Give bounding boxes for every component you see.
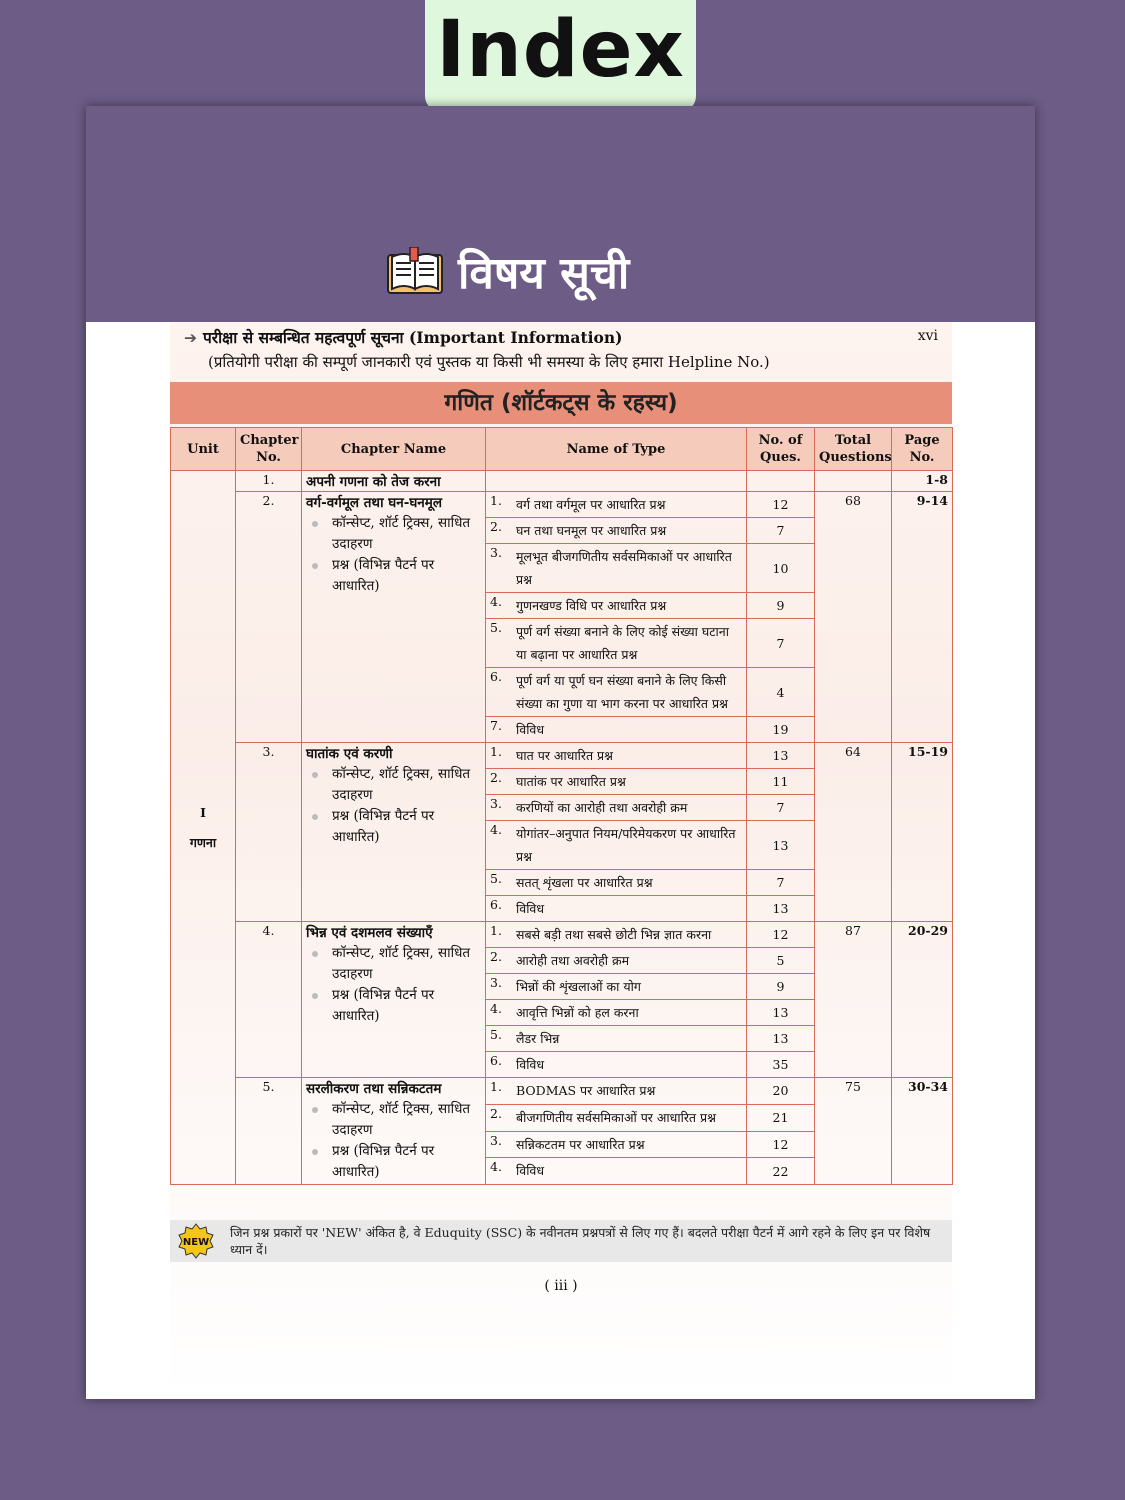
unit-number: I [200, 804, 206, 820]
ques-count: 22 [747, 1158, 815, 1185]
type-number: 5. [490, 871, 502, 886]
ques-count: 20 [747, 1078, 815, 1105]
type-number: 6. [490, 669, 502, 684]
type-number: 3. [490, 1132, 502, 1148]
section-title: गणित (शॉर्टकट्स के रहस्य) [170, 382, 952, 424]
chapter-no: 3. [236, 743, 302, 922]
page-number: ( iii ) [544, 1278, 578, 1294]
type-name: पूर्ण वर्ग या पूर्ण घन संख्या बनाने के लिए किसी संख्या का गुणा या भाग करना पर आधारित प्रश्न [516, 673, 728, 711]
header-chapter-name: Chapter Name [302, 428, 486, 471]
type-cell [486, 769, 747, 795]
chapter-no: 4. [236, 922, 302, 1078]
arrow-right-icon: ➔ [184, 329, 197, 347]
type-cell [486, 1026, 747, 1052]
ques-count: 7 [747, 795, 815, 821]
contents-title-text: विषय सूची [458, 248, 630, 299]
type-name: सतत् शृंखला पर आधारित प्रश्न [516, 875, 653, 890]
type-name: आरोही तथा अवरोही क्रम [516, 953, 630, 968]
type-name: बीजगणितीय सर्वसमिकाओं पर आधारित प्रश्न [516, 1109, 716, 1125]
type-cell [486, 593, 747, 619]
chapter-name-cell [302, 492, 486, 743]
ques-count: 13 [747, 1000, 815, 1026]
chapter-subitem: कॉन्सेप्ट, शॉर्ट ट्रिक्स, साधित उदाहरण [332, 943, 481, 985]
chapter-subitems [306, 513, 481, 597]
type-cell [486, 821, 747, 870]
type-name: लैडर भिन्न [516, 1031, 560, 1046]
chapter-subitem: प्रश्न (विभिन्न पैटर्न पर आधारित) [332, 985, 481, 1027]
header-ques-line1: No. of [758, 433, 803, 448]
type-number: 6. [490, 897, 502, 912]
type-name: BODMAS पर आधारित प्रश्न [516, 1083, 656, 1098]
type-number: 3. [490, 545, 502, 560]
new-note-text: जिन प्रश्न प्रकारों पर 'NEW' अंकित है, वे Eduquity (SSC) के नवीनतम प्रश्नपत्रों से लिए गए हैं। बदलते परीक्षा पैटर्न में आगे रहने के लिए इन पर विशेष ध्यान दें। [230, 1225, 931, 1257]
type-cell [486, 471, 747, 492]
type-cell [486, 948, 747, 974]
total-questions: 87 [815, 922, 892, 1078]
type-cell [486, 1052, 747, 1078]
table-row [171, 471, 953, 492]
type-number: 1. [490, 744, 502, 759]
total-questions [815, 471, 892, 492]
important-info-line [184, 326, 622, 348]
page-header-band [86, 106, 1035, 322]
page-range: 30-34 [892, 1078, 953, 1185]
chapter-subitems [306, 943, 481, 1027]
type-name: भिन्नों की शृंखलाओं का योग [516, 979, 641, 994]
page-range: 1-8 [892, 471, 953, 492]
type-number: 2. [490, 770, 502, 785]
type-number: 3. [490, 796, 502, 811]
new-note [170, 1220, 952, 1262]
header-chapter-no [236, 428, 302, 471]
chapter-subitem: प्रश्न (विभिन्न पैटर्न पर आधारित) [332, 806, 481, 848]
type-cell [486, 1104, 747, 1131]
chapter-no: 1. [236, 471, 302, 492]
chapter-name: घातांक एवं करणी [306, 746, 393, 762]
header-total-line2: Questions [819, 450, 892, 465]
header-ques-line2: Ques. [760, 450, 801, 465]
type-name: पूर्ण वर्ग संख्या बनाने के लिए कोई संख्या घटाना या बढ़ाना पर आधारित प्रश्न [516, 624, 729, 662]
table-row [171, 1078, 953, 1105]
important-info-title: परीक्षा से सम्बन्धित महत्वपूर्ण सूचना (Important Information) [203, 328, 623, 347]
type-name: विविध [516, 901, 545, 916]
table-row [171, 743, 953, 769]
header-total [815, 428, 892, 471]
ques-count: 11 [747, 769, 815, 795]
type-cell [486, 1000, 747, 1026]
type-number: 1. [490, 493, 502, 508]
type-name: सबसे बड़ी तथा सबसे छोटी भिन्न ज्ञात करना [516, 927, 712, 942]
type-cell [486, 896, 747, 922]
contents-sheet [170, 322, 952, 1399]
type-name: वर्ग तथा वर्गमूल पर आधारित प्रश्न [516, 497, 666, 512]
ques-count: 7 [747, 518, 815, 544]
unit-cell [171, 471, 236, 1185]
type-number: 2. [490, 519, 502, 534]
type-number: 1. [490, 923, 502, 938]
chapter-subitem: कॉन्सेप्ट, शॉर्ट ट्रिक्स, साधित उदाहरण [332, 513, 481, 555]
type-name: विविध [516, 1057, 545, 1072]
type-number: 4. [490, 1159, 502, 1175]
ques-count: 12 [747, 1131, 815, 1158]
chapter-name: भिन्न एवं दशमलव संख्याएँ [306, 925, 433, 941]
total-questions: 64 [815, 743, 892, 922]
chapter-subitems [306, 764, 481, 848]
header-chapter-no-line1: Chapter [240, 433, 299, 448]
table-row [171, 492, 953, 518]
chapter-name-cell [302, 1078, 486, 1185]
type-cell [486, 922, 747, 948]
unit-name: गणना [189, 834, 217, 850]
type-cell [486, 492, 747, 518]
open-book-icon [386, 247, 444, 295]
type-name: गुणनखण्ड विधि पर आधारित प्रश्न [516, 598, 667, 613]
header-unit: Unit [171, 428, 236, 471]
type-cell [486, 1078, 747, 1105]
chapter-subitems [306, 1099, 481, 1183]
important-info-page: xvi [917, 328, 938, 344]
new-badge-text: NEW [182, 1237, 210, 1248]
type-name: योगांतर–अनुपात नियम/परिमेयकरण पर आधारित प्रश्न [516, 826, 736, 864]
ques-count: 21 [747, 1104, 815, 1131]
type-number: 6. [490, 1053, 502, 1068]
header-type: Name of Type [486, 428, 747, 471]
ques-count: 7 [747, 870, 815, 896]
ques-count: 9 [747, 593, 815, 619]
chapter-subitem: कॉन्सेप्ट, शॉर्ट ट्रिक्स, साधित उदाहरण [332, 1099, 481, 1141]
chapter-name: सरलीकरण तथा सन्निकटतम [306, 1081, 442, 1097]
type-number: 5. [490, 620, 502, 635]
header-page-line1: Page [904, 433, 940, 448]
chapter-subitem: प्रश्न (विभिन्न पैटर्न पर आधारित) [332, 555, 481, 597]
type-number: 4. [490, 822, 502, 837]
chapter-subitem: प्रश्न (विभिन्न पैटर्न पर आधारित) [332, 1141, 481, 1183]
type-name: सन्निकटतम पर आधारित प्रश्न [516, 1136, 645, 1152]
type-cell [486, 717, 747, 743]
header-ques [747, 428, 815, 471]
type-name: विविध [516, 722, 545, 737]
ques-count: 10 [747, 544, 815, 593]
type-name: विविध [516, 1163, 545, 1179]
index-tab-label: Index [436, 5, 685, 95]
ques-count: 12 [747, 492, 815, 518]
ques-count: 7 [747, 619, 815, 668]
header-page-line2: No. [909, 450, 935, 465]
new-badge-icon [178, 1223, 214, 1259]
index-tab [425, 0, 696, 112]
total-questions: 75 [815, 1078, 892, 1185]
table-row [171, 922, 953, 948]
chapter-name-cell [302, 743, 486, 922]
book-page [86, 106, 1035, 1399]
header-chapter-no-line2: No. [256, 450, 281, 465]
important-info-subtitle: (प्रतियोगी परीक्षा की सम्पूर्ण जानकारी एवं पुस्तक या किसी भी समस्या के लिए हमारा Helpline No.) [208, 353, 770, 371]
type-number: 4. [490, 594, 502, 609]
type-cell [486, 619, 747, 668]
chapter-name-cell [302, 922, 486, 1078]
chapter-name-cell [302, 471, 486, 492]
type-cell [486, 795, 747, 821]
table-header-row [171, 428, 953, 471]
type-number: 1. [490, 1079, 502, 1094]
ques-count: 12 [747, 922, 815, 948]
type-cell [486, 1158, 747, 1185]
contents-table [170, 427, 953, 1185]
ques-count [747, 471, 815, 492]
total-questions: 68 [815, 492, 892, 743]
type-cell [486, 1131, 747, 1158]
ques-count: 4 [747, 668, 815, 717]
page-range: 15-19 [892, 743, 953, 922]
type-name: मूलभूत बीजगणितीय सर्वसमिकाओं पर आधारित प्रश्न [516, 549, 732, 587]
ques-count: 35 [747, 1052, 815, 1078]
type-number: 2. [490, 1105, 502, 1121]
type-number: 4. [490, 1001, 502, 1016]
type-name: करणियों का आरोही तथा अवरोही क्रम [516, 800, 688, 815]
chapter-name: वर्ग-वर्गमूल तथा घन-घनमूल [306, 495, 443, 511]
type-number: 5. [490, 1027, 502, 1042]
type-name: घात पर आधारित प्रश्न [516, 748, 614, 763]
type-cell [486, 668, 747, 717]
type-number: 3. [490, 975, 502, 990]
type-number: 2. [490, 949, 502, 964]
type-name: आवृत्ति भिन्नों को हल करना [516, 1005, 639, 1020]
chapter-name: अपनी गणना को तेज करना [306, 474, 441, 490]
ques-count: 13 [747, 896, 815, 922]
ques-count: 5 [747, 948, 815, 974]
type-number: 7. [490, 718, 502, 733]
type-cell [486, 974, 747, 1000]
chapter-no: 5. [236, 1078, 302, 1185]
type-cell [486, 870, 747, 896]
table-body [171, 471, 953, 1185]
chapter-subitem: कॉन्सेप्ट, शॉर्ट ट्रिक्स, साधित उदाहरण [332, 764, 481, 806]
chapter-no: 2. [236, 492, 302, 743]
type-cell [486, 518, 747, 544]
type-name: घन तथा घनमूल पर आधारित प्रश्न [516, 523, 667, 538]
contents-title [386, 241, 629, 301]
ques-count: 13 [747, 1026, 815, 1052]
page-range: 9-14 [892, 492, 953, 743]
type-name: घातांक पर आधारित प्रश्न [516, 774, 626, 789]
ques-count: 9 [747, 974, 815, 1000]
type-cell [486, 544, 747, 593]
ques-count: 19 [747, 717, 815, 743]
ques-count: 13 [747, 743, 815, 769]
page-range: 20-29 [892, 922, 953, 1078]
ques-count: 13 [747, 821, 815, 870]
header-page [892, 428, 953, 471]
type-cell [486, 743, 747, 769]
header-total-line1: Total [834, 433, 872, 448]
